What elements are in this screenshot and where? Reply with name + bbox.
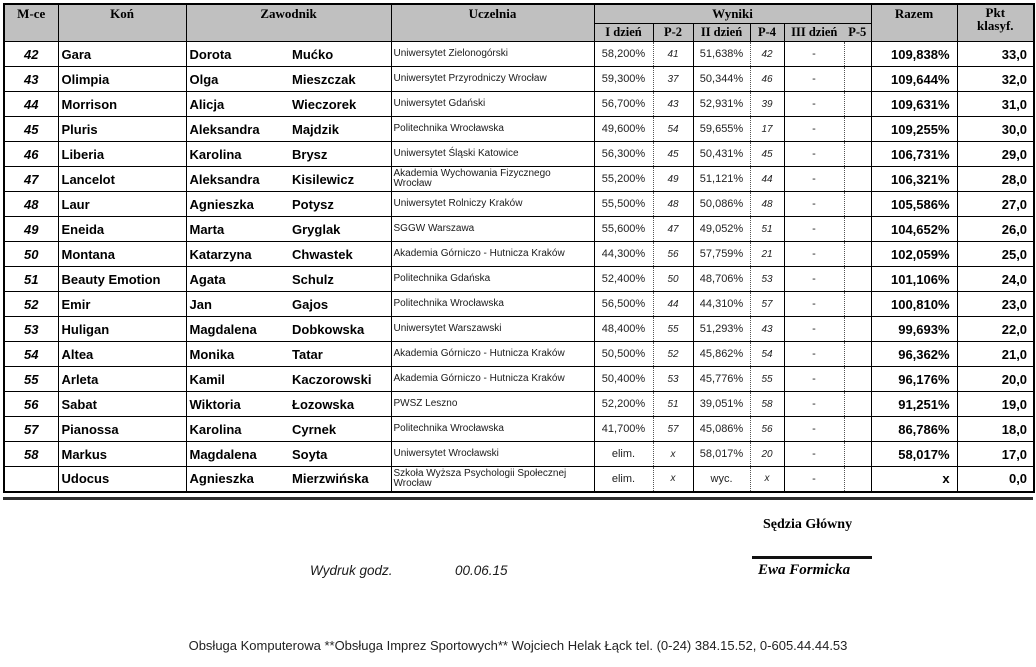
place-cell: 46	[4, 142, 58, 167]
points-cell: 32,0	[957, 67, 1034, 92]
day1-result-cell: 50,500%	[594, 342, 653, 367]
table-row	[4, 117, 1034, 142]
total-cell: 101,106%	[871, 267, 957, 292]
day3-result-cell: -	[784, 417, 844, 442]
place-cell: 56	[4, 392, 58, 417]
first-name-cell: Aleksandra	[186, 117, 289, 142]
day1-result-cell: elim.	[594, 442, 653, 467]
points-cell: 25,0	[957, 242, 1034, 267]
place-cell: 49	[4, 217, 58, 242]
last-name-cell: Brysz	[289, 142, 391, 167]
day1-rank-cell: 55	[653, 317, 693, 342]
day2-result-cell: 50,344%	[693, 67, 750, 92]
place-cell	[4, 467, 58, 492]
total-cell: 58,017%	[871, 442, 957, 467]
table-row	[4, 242, 1034, 267]
points-cell: 17,0	[957, 442, 1034, 467]
day1-result-cell: 52,200%	[594, 392, 653, 417]
university-cell: Szkoła Wyższa Psychologii Społecznej Wrocław	[391, 467, 594, 492]
day1-result-cell: elim.	[594, 467, 653, 492]
col-header-university: Uczelnia	[391, 4, 594, 42]
day2-result-cell: 51,121%	[693, 167, 750, 192]
day2-rank-cell: 54	[750, 342, 784, 367]
day2-result-cell: 39,051%	[693, 392, 750, 417]
last-name-cell: Tatar	[289, 342, 391, 367]
table-row	[4, 392, 1034, 417]
points-cell: 23,0	[957, 292, 1034, 317]
day2-result-cell: 59,655%	[693, 117, 750, 142]
judge-name: Ewa Formicka	[758, 562, 851, 578]
day2-result-cell: 51,293%	[693, 317, 750, 342]
points-cell: 21,0	[957, 342, 1034, 367]
day2-rank-cell: 48	[750, 192, 784, 217]
total-cell: 109,631%	[871, 92, 957, 117]
table-row	[4, 67, 1034, 92]
day3-result-cell: -	[784, 42, 844, 67]
day1-rank-cell: 53	[653, 367, 693, 392]
table-row	[4, 342, 1034, 367]
place-cell: 43	[4, 67, 58, 92]
day1-rank-cell: 43	[653, 92, 693, 117]
table-row	[4, 292, 1034, 317]
col-header-rider: Zawodnik	[186, 4, 391, 42]
col-header-day2: II dzień	[693, 24, 750, 42]
day1-result-cell: 55,600%	[594, 217, 653, 242]
day3-rank-cell	[844, 67, 871, 92]
day3-result-cell: -	[784, 92, 844, 117]
table-header	[4, 4, 1034, 42]
total-cell: 109,838%	[871, 42, 957, 67]
day2-rank-cell: 44	[750, 167, 784, 192]
horse-cell: Lancelot	[58, 167, 186, 192]
day2-rank-cell: 53	[750, 267, 784, 292]
day2-rank-cell: 58	[750, 392, 784, 417]
place-cell: 51	[4, 267, 58, 292]
first-name-cell: Dorota	[186, 42, 289, 67]
table-row	[4, 92, 1034, 117]
first-name-cell: Monika	[186, 342, 289, 367]
place-cell: 55	[4, 367, 58, 392]
day1-result-cell: 50,400%	[594, 367, 653, 392]
day3-result-cell: -	[784, 467, 844, 492]
day1-rank-cell: 45	[653, 142, 693, 167]
points-cell: 24,0	[957, 267, 1034, 292]
results-table	[3, 3, 1035, 493]
day2-rank-cell: 39	[750, 92, 784, 117]
day3-rank-cell	[844, 292, 871, 317]
horse-cell: Huligan	[58, 317, 186, 342]
place-cell: 58	[4, 442, 58, 467]
total-cell: 104,652%	[871, 217, 957, 242]
day3-result-cell: -	[784, 167, 844, 192]
day2-rank-cell: 42	[750, 42, 784, 67]
first-name-cell: Magdalena	[186, 442, 289, 467]
col-header-points	[957, 4, 1034, 42]
place-cell: 48	[4, 192, 58, 217]
horse-cell: Olimpia	[58, 67, 186, 92]
day1-rank-cell: 51	[653, 392, 693, 417]
col-header-points-line1: Pkt	[985, 5, 1006, 20]
day3-result-cell: -	[784, 192, 844, 217]
horse-cell: Laur	[58, 192, 186, 217]
day3-rank-cell	[844, 242, 871, 267]
day2-rank-cell: 46	[750, 67, 784, 92]
horse-cell: Gara	[58, 42, 186, 67]
first-name-cell: Kamil	[186, 367, 289, 392]
table-row	[4, 142, 1034, 167]
day1-rank-cell: 37	[653, 67, 693, 92]
horse-cell: Beauty Emotion	[58, 267, 186, 292]
day1-result-cell: 56,500%	[594, 292, 653, 317]
horse-cell: Eneida	[58, 217, 186, 242]
col-header-day3: III dzień	[784, 24, 844, 42]
day2-result-cell: 45,776%	[693, 367, 750, 392]
table-row	[4, 42, 1034, 67]
print-time-value: 00.06.15	[455, 563, 508, 578]
place-cell: 54	[4, 342, 58, 367]
university-cell: Politechnika Wrocławska	[391, 292, 594, 317]
university-cell: Politechnika Wrocławska	[391, 417, 594, 442]
first-name-cell: Agata	[186, 267, 289, 292]
university-cell: Uniwersytet Gdański	[391, 92, 594, 117]
total-cell: 105,586%	[871, 192, 957, 217]
last-name-cell: Majdzik	[289, 117, 391, 142]
place-cell: 57	[4, 417, 58, 442]
day2-rank-cell: 43	[750, 317, 784, 342]
day2-rank-cell: 56	[750, 417, 784, 442]
col-header-results: Wyniki	[594, 4, 871, 24]
first-name-cell: Aleksandra	[186, 167, 289, 192]
col-header-day1: I dzień	[594, 24, 653, 42]
day3-result-cell: -	[784, 117, 844, 142]
col-header-place: M-ce	[4, 4, 58, 42]
day2-result-cell: wyc.	[693, 467, 750, 492]
day1-rank-cell: 50	[653, 267, 693, 292]
horse-cell: Emir	[58, 292, 186, 317]
last-name-cell: Soyta	[289, 442, 391, 467]
first-name-cell: Magdalena	[186, 317, 289, 342]
points-cell: 27,0	[957, 192, 1034, 217]
last-name-cell: Mierzwińska	[289, 467, 391, 492]
university-cell: Akademia Górniczo - Hutnicza Kraków	[391, 342, 594, 367]
points-cell: 26,0	[957, 217, 1034, 242]
day1-result-cell: 59,300%	[594, 67, 653, 92]
day3-rank-cell	[844, 342, 871, 367]
day1-result-cell: 55,200%	[594, 167, 653, 192]
day1-rank-cell: 52	[653, 342, 693, 367]
day3-result-cell: -	[784, 317, 844, 342]
col-header-p4: P-4	[750, 24, 784, 42]
day3-result-cell: -	[784, 292, 844, 317]
day1-rank-cell: 48	[653, 192, 693, 217]
university-cell: Akademia Wychowania Fizycznego Wrocław	[391, 167, 594, 192]
day1-rank-cell: 57	[653, 417, 693, 442]
points-cell: 30,0	[957, 117, 1034, 142]
col-header-p5: P-5	[844, 24, 871, 42]
last-name-cell: Gryglak	[289, 217, 391, 242]
day3-rank-cell	[844, 217, 871, 242]
total-cell: 102,059%	[871, 242, 957, 267]
first-name-cell: Olga	[186, 67, 289, 92]
signature-line	[752, 556, 872, 559]
table-bottom-divider	[3, 497, 1033, 500]
points-cell: 20,0	[957, 367, 1034, 392]
print-time-label: Wydruk godz.	[310, 563, 393, 578]
total-cell: 96,362%	[871, 342, 957, 367]
university-cell: Uniwersytet Zielonogórski	[391, 42, 594, 67]
university-cell: Akademia Górniczo - Hutnicza Kraków	[391, 242, 594, 267]
place-cell: 44	[4, 92, 58, 117]
last-name-cell: Łozowska	[289, 392, 391, 417]
first-name-cell: Agnieszka	[186, 192, 289, 217]
day3-rank-cell	[844, 367, 871, 392]
day1-rank-cell: x	[653, 442, 693, 467]
day2-result-cell: 52,931%	[693, 92, 750, 117]
last-name-cell: Cyrnek	[289, 417, 391, 442]
day3-result-cell: -	[784, 67, 844, 92]
first-name-cell: Jan	[186, 292, 289, 317]
day2-result-cell: 50,431%	[693, 142, 750, 167]
points-cell: 29,0	[957, 142, 1034, 167]
points-cell: 33,0	[957, 42, 1034, 67]
day1-rank-cell: 54	[653, 117, 693, 142]
col-header-horse: Koń	[58, 4, 186, 42]
day3-rank-cell	[844, 317, 871, 342]
day1-result-cell: 52,400%	[594, 267, 653, 292]
place-cell: 42	[4, 42, 58, 67]
university-cell: Uniwersytet Wrocławski	[391, 442, 594, 467]
horse-cell: Liberia	[58, 142, 186, 167]
place-cell: 47	[4, 167, 58, 192]
day3-result-cell: -	[784, 442, 844, 467]
last-name-cell: Mućko	[289, 42, 391, 67]
horse-cell: Pluris	[58, 117, 186, 142]
service-note: Obsługa Komputerowa **Obsługa Imprez Sportowych** Wojciech Helak Łąck tel. (0-24) 384.15.52, 0-605.44.44.53	[188, 638, 848, 653]
table-row	[4, 367, 1034, 392]
table-row	[4, 467, 1034, 492]
day3-result-cell: -	[784, 217, 844, 242]
place-cell: 52	[4, 292, 58, 317]
day1-result-cell: 49,600%	[594, 117, 653, 142]
points-cell: 28,0	[957, 167, 1034, 192]
day3-result-cell: -	[784, 392, 844, 417]
day1-rank-cell: 47	[653, 217, 693, 242]
university-cell: PWSZ Leszno	[391, 392, 594, 417]
day3-rank-cell	[844, 417, 871, 442]
points-cell: 0,0	[957, 467, 1034, 492]
horse-cell: Morrison	[58, 92, 186, 117]
total-cell: 91,251%	[871, 392, 957, 417]
table-row	[4, 167, 1034, 192]
day2-rank-cell: 20	[750, 442, 784, 467]
day3-rank-cell	[844, 167, 871, 192]
day3-result-cell: -	[784, 267, 844, 292]
horse-cell: Udocus	[58, 467, 186, 492]
day3-rank-cell	[844, 442, 871, 467]
table-row	[4, 417, 1034, 442]
place-cell: 53	[4, 317, 58, 342]
table-row	[4, 267, 1034, 292]
table-row	[4, 217, 1034, 242]
day2-result-cell: 51,638%	[693, 42, 750, 67]
day2-result-cell: 44,310%	[693, 292, 750, 317]
day1-rank-cell: 44	[653, 292, 693, 317]
day3-rank-cell	[844, 467, 871, 492]
col-header-points-line2: klasyf.	[977, 18, 1014, 33]
day2-rank-cell: 21	[750, 242, 784, 267]
place-cell: 45	[4, 117, 58, 142]
day3-rank-cell	[844, 192, 871, 217]
day2-rank-cell: 57	[750, 292, 784, 317]
day1-rank-cell: 49	[653, 167, 693, 192]
day1-result-cell: 44,300%	[594, 242, 653, 267]
table-row	[4, 442, 1034, 467]
total-cell: 106,731%	[871, 142, 957, 167]
university-cell: Uniwersytet Rolniczy Kraków	[391, 192, 594, 217]
total-cell: 106,321%	[871, 167, 957, 192]
day2-result-cell: 49,052%	[693, 217, 750, 242]
total-cell: x	[871, 467, 957, 492]
university-cell: Uniwersytet Warszawski	[391, 317, 594, 342]
judge-title: Sędzia Główny	[763, 517, 853, 532]
last-name-cell: Wieczorek	[289, 92, 391, 117]
day2-rank-cell: 17	[750, 117, 784, 142]
day2-result-cell: 50,086%	[693, 192, 750, 217]
horse-cell: Arleta	[58, 367, 186, 392]
total-cell: 99,693%	[871, 317, 957, 342]
day3-rank-cell	[844, 92, 871, 117]
table-row	[4, 192, 1034, 217]
last-name-cell: Schulz	[289, 267, 391, 292]
table-row	[4, 317, 1034, 342]
university-cell: Akademia Górniczo - Hutnicza Kraków	[391, 367, 594, 392]
day1-result-cell: 56,700%	[594, 92, 653, 117]
university-cell: Uniwersytet Przyrodniczy Wrocław	[391, 67, 594, 92]
day2-result-cell: 48,706%	[693, 267, 750, 292]
last-name-cell: Gajos	[289, 292, 391, 317]
day1-result-cell: 56,300%	[594, 142, 653, 167]
first-name-cell: Karolina	[186, 417, 289, 442]
horse-cell: Sabat	[58, 392, 186, 417]
place-cell: 50	[4, 242, 58, 267]
points-cell: 22,0	[957, 317, 1034, 342]
day3-rank-cell	[844, 117, 871, 142]
day1-result-cell: 41,700%	[594, 417, 653, 442]
points-cell: 19,0	[957, 392, 1034, 417]
day2-result-cell: 58,017%	[693, 442, 750, 467]
points-cell: 18,0	[957, 417, 1034, 442]
last-name-cell: Chwastek	[289, 242, 391, 267]
horse-cell: Markus	[58, 442, 186, 467]
day3-result-cell: -	[784, 367, 844, 392]
horse-cell: Montana	[58, 242, 186, 267]
day1-result-cell: 58,200%	[594, 42, 653, 67]
last-name-cell: Dobkowska	[289, 317, 391, 342]
day3-rank-cell	[844, 267, 871, 292]
university-cell: Politechnika Wrocławska	[391, 117, 594, 142]
first-name-cell: Agnieszka	[186, 467, 289, 492]
day1-result-cell: 55,500%	[594, 192, 653, 217]
day1-rank-cell: 56	[653, 242, 693, 267]
day1-rank-cell: 41	[653, 42, 693, 67]
day2-rank-cell: 55	[750, 367, 784, 392]
last-name-cell: Kaczorowski	[289, 367, 391, 392]
university-cell: SGGW Warszawa	[391, 217, 594, 242]
last-name-cell: Potysz	[289, 192, 391, 217]
day3-result-cell: -	[784, 242, 844, 267]
day2-result-cell: 45,862%	[693, 342, 750, 367]
first-name-cell: Marta	[186, 217, 289, 242]
total-cell: 109,644%	[871, 67, 957, 92]
day3-rank-cell	[844, 142, 871, 167]
total-cell: 109,255%	[871, 117, 957, 142]
first-name-cell: Alicja	[186, 92, 289, 117]
total-cell: 100,810%	[871, 292, 957, 317]
last-name-cell: Kisilewicz	[289, 167, 391, 192]
day3-rank-cell	[844, 42, 871, 67]
first-name-cell: Katarzyna	[186, 242, 289, 267]
day3-rank-cell	[844, 392, 871, 417]
col-header-p2: P-2	[653, 24, 693, 42]
results-table-wrap	[3, 3, 1033, 500]
university-cell: Uniwersytet Śląski Katowice	[391, 142, 594, 167]
day2-result-cell: 45,086%	[693, 417, 750, 442]
horse-cell: Altea	[58, 342, 186, 367]
day2-result-cell: 57,759%	[693, 242, 750, 267]
day2-rank-cell: 51	[750, 217, 784, 242]
day3-result-cell: -	[784, 342, 844, 367]
first-name-cell: Karolina	[186, 142, 289, 167]
col-header-total: Razem	[871, 4, 957, 42]
day2-rank-cell: 45	[750, 142, 784, 167]
day2-rank-cell: x	[750, 467, 784, 492]
day1-result-cell: 48,400%	[594, 317, 653, 342]
total-cell: 86,786%	[871, 417, 957, 442]
day3-result-cell: -	[784, 142, 844, 167]
total-cell: 96,176%	[871, 367, 957, 392]
last-name-cell: Mieszczak	[289, 67, 391, 92]
points-cell: 31,0	[957, 92, 1034, 117]
table-body	[4, 42, 1034, 492]
first-name-cell: Wiktoria	[186, 392, 289, 417]
horse-cell: Pianossa	[58, 417, 186, 442]
university-cell: Politechnika Gdańska	[391, 267, 594, 292]
day1-rank-cell: x	[653, 467, 693, 492]
